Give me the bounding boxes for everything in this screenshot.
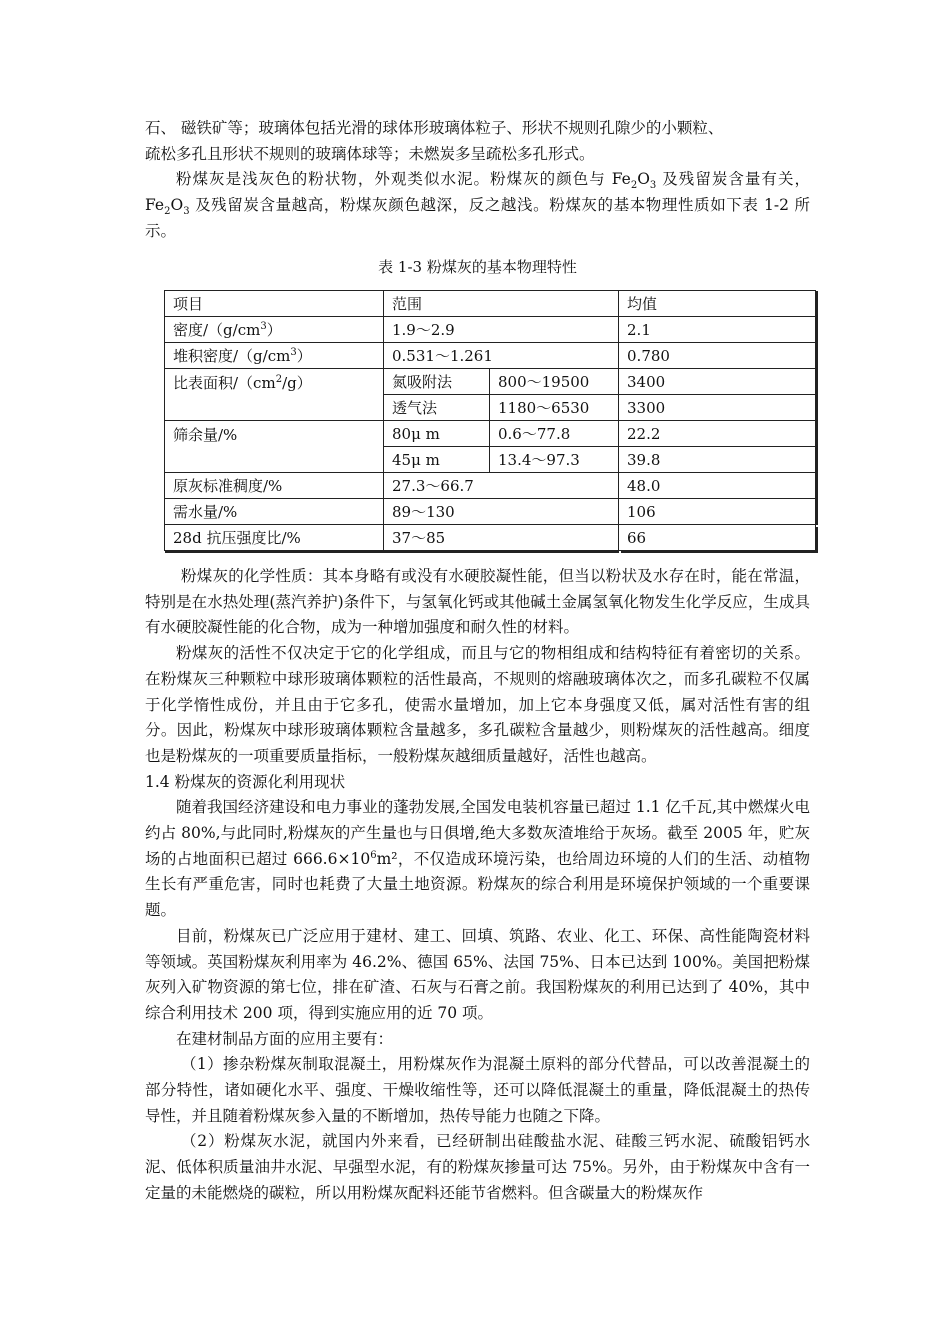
table-row (165, 317, 816, 343)
table-row (165, 343, 816, 369)
header-item: 项目 (165, 291, 384, 317)
water-label: 需水量/% (165, 499, 384, 525)
surface-range: 800～19500 (490, 369, 619, 395)
sieve-method: 45μ m (384, 447, 490, 473)
usage-paragraph: 目前，粉煤灰已广泛应用于建材、建工、回填、筑路、农业、化工、环保、高性能陶瓷材料等领域。英国粉煤灰利用率为 46.2%、德国 65%、法国 75%、日本已达到 100%。美国把粉煤灰列入矿物资源的第七位，排在矿渣、石灰与石膏之前。我国粉煤灰的利用已达到了 40%，其中综合利用技术 200 项，得到实施应用的近 70 项。 (145, 926, 810, 1022)
intro-block (145, 116, 810, 245)
bulk-mean: 0.780 (619, 343, 816, 369)
sieve-method: 80μ m (384, 421, 490, 447)
density-label: 密度$/(g/cm^3)$ (165, 317, 384, 343)
sieve-range: 0.6～77.8 (490, 421, 619, 447)
sieve-mean: 39.8 (619, 447, 816, 473)
bulk-range: 0.531～1.261 (384, 343, 619, 369)
surface-label: 比表面积$/(cm^2/g)$ (165, 369, 384, 421)
consistency-mean: 48.0 (619, 473, 816, 499)
table-row (165, 525, 816, 551)
item-2-paragraph: （2）粉煤灰水泥，就国内外来看，已经研制出硅酸盐水泥、硅酸三钙水泥、硫酸铝钙水泥、低体积质量油井水泥、早强型水泥，有的粉煤灰掺量可达 75%。另外，由于粉煤灰中含有一定量的未能燃烧的碳粒，所以用粉煤灰配料还能节省燃料。但含碳量大的粉煤灰作 (145, 1132, 810, 1202)
header-range: 范围 (384, 291, 619, 317)
surface-mean: 3300 (619, 395, 816, 421)
sieve-range: 13.4～97.3 (490, 447, 619, 473)
surface-range: 1180～6530 (490, 395, 619, 421)
strength-mean: 66 (619, 525, 816, 551)
table-row (165, 421, 816, 447)
table-row (165, 369, 816, 395)
consistency-label: 原灰标准稠度/% (165, 473, 384, 499)
water-range: 89～130 (384, 499, 619, 525)
body-text (145, 564, 810, 1207)
consistency-range: 27.3～66.7 (384, 473, 619, 499)
surface-mean: 3400 (619, 369, 816, 395)
strength-range: 37～85 (384, 525, 619, 551)
color-paragraph: 粉煤灰是浅灰色的粉状物，外观类似水泥。粉煤灰的颜色与 $Fe_2O_3$ 及残留炭含量有关，$Fe_2O_3$ 及残留炭含量越高，粉煤灰颜色越深，反之越浅。粉煤灰的基本物理性质如下表 1-2 所示。 (145, 170, 810, 240)
density-mean: 2.1 (619, 317, 816, 343)
sieve-label: 筛余量/% (165, 421, 384, 473)
intro-line-2: 疏松多孔且形状不规则的玻璃体球等；未燃炭多呈疏松多孔形式。 (145, 144, 595, 163)
surface-method: 透气法 (384, 395, 490, 421)
building-paragraph: 在建材制品方面的应用主要有： (176, 1029, 394, 1048)
sieve-mean: 22.2 (619, 421, 816, 447)
water-mean: 106 (619, 499, 816, 525)
properties-table (164, 290, 816, 551)
status-paragraph: 随着我国经济建设和电力事业的蓬勃发展,全国发电装机容量已超过 1.1 亿千瓦,其中燃煤火电约占 80%,与此同时,粉煤灰的产生量也与日俱增,绝大多数灰渣堆给于灰场。截至 2005 年，贮灰场的占地面积已超过 $666.6\times 10^6m^2$，不仅造成环境污染，也给周边环境的人们的生活、动植物生长有严重危害，同时也耗费了大量土地资源。粉煤灰的综合利用是环境保护领域的一个重要课题。 (145, 798, 811, 920)
header-mean: 均值 (619, 291, 816, 317)
table-row (165, 473, 816, 499)
bulk-label: 堆积密度$/(g/cm^3)$ (165, 343, 384, 369)
density-range: 1.9～2.9 (384, 317, 619, 343)
intro-line-1: 石、 磁铁矿等；玻璃体包括光滑的球体形玻璃体粒子、形状不规则孔隙少的小颗粒、 (145, 119, 724, 137)
strength-label: 28d 抗压强度比/% (165, 525, 384, 551)
section-heading: 1.4 粉煤灰的资源化利用现状 (145, 772, 346, 791)
table-row (165, 499, 816, 525)
table-row-header (165, 291, 816, 317)
surface-method: 氮吸附法 (384, 369, 490, 395)
chem-paragraph: 粉煤灰的化学性质：其本身略有或没有水硬胶凝性能，但当以粉状及水存在时，能在常温，特别是在水热处理(蒸汽养护)条件下，与氢氧化钙或其他碱土金属氢氧化物发生化学反应，生成具有水硬胶凝性能的化合物，成为一种增加强度和耐久性的材料。 (145, 567, 810, 637)
table-caption: 表 1-3 粉煤灰的基本物理特性 (378, 258, 577, 276)
item-1-paragraph: （1）掺杂粉煤灰制取混凝土，用粉煤灰作为混凝土原料的部分代替品，可以改善混凝土的部分特性，诸如硬化水平、强度、干燥收缩性等，还可以降低混凝土的重量，降低混凝土的热传导性，并且随着粉煤灰参入量的不断增加，热传导能力也随之下降。 (145, 1055, 810, 1125)
activity-paragraph: 粉煤灰的活性不仅决定于它的化学组成，而且与它的物相组成和结构特征有着密切的关系。在粉煤灰三种颗粒中球形玻璃体颗粒的活性最高，不规则的熔融玻璃体次之，而多孔碳粒不仅属于化学惰性成份，并且由于它多孔，使需水量增加，加上它本身强度又低，属对活性有害的组分。因此，粉煤灰中球形玻璃体颗粒含量越多，多孔碳粒含量越少，则粉煤灰的活性越高。细度也是粉煤灰的一项重要质量指标，一般粉煤灰越细质量越好，活性也越高。 (145, 644, 810, 765)
